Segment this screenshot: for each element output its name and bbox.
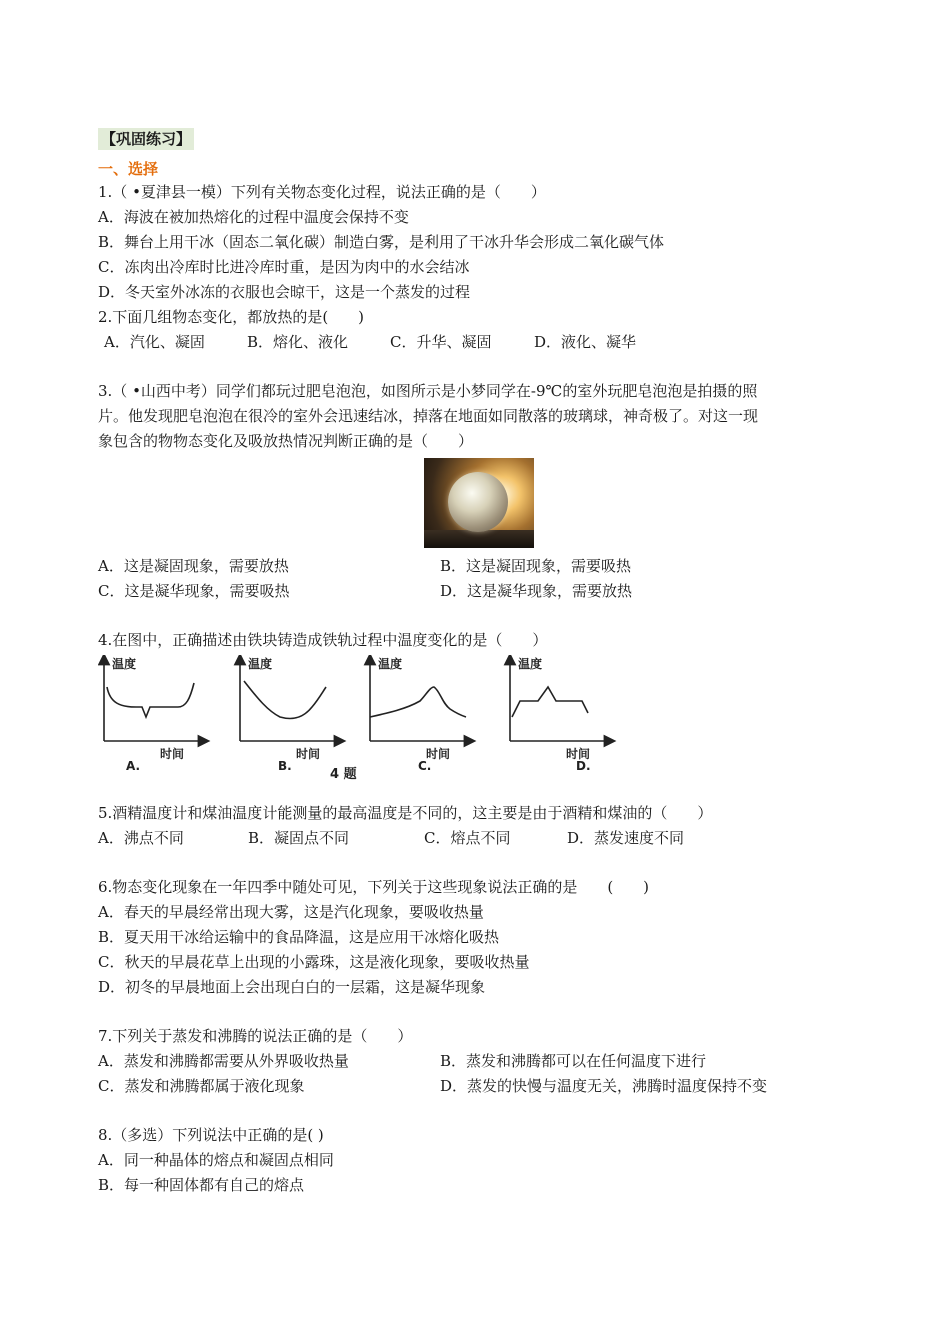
question-1-stem: 1.（ •夏津县一模）下列有关物态变化过程，说法正确的是（ ）	[98, 183, 546, 201]
question-5	[98, 801, 878, 851]
graph-b-curve	[244, 681, 326, 719]
question-2-option-b: B．熔化、液化	[247, 333, 349, 351]
question-5-options	[98, 826, 878, 851]
question-3-option-c: C．这是凝华现象，需要吸热	[98, 582, 290, 600]
graph-c-xlabel: 时间	[426, 747, 451, 761]
question-7	[98, 1024, 878, 1099]
question-7-option-a: A．蒸发和沸腾都需要从外界吸收热量	[98, 1052, 349, 1070]
question-5-option-a: A．沸点不同	[98, 829, 184, 847]
question-7-option-c: C．蒸发和沸腾都属于液化现象	[98, 1077, 305, 1095]
graph-a-curve	[107, 683, 194, 717]
graph-d-label: D.	[576, 759, 591, 773]
question-6-stem: 6.物态变化现象在一年四季中随处可见，下列关于这些现象说法正确的是 ( )	[98, 878, 650, 896]
subsection-title: 一、选择	[98, 160, 159, 178]
graph-d-ylabel: 温度	[518, 657, 543, 671]
graph-a-xlabel: 时间	[160, 747, 185, 761]
question-1-option-b: B．舞台上用干冰（固态二氧化碳）制造白雾，是利用了干冰升华会形成二氧化碳气体	[98, 233, 665, 251]
question-2	[98, 305, 878, 355]
section-title: 【巩固练习】	[98, 128, 194, 150]
question-1-option-d: D．冬天室外冰冻的衣服也会晾干，这是一个蒸发的过程	[98, 283, 471, 301]
question-5-stem: 5.酒精温度计和煤油温度计能测量的最高温度是不同的，这主要是由于酒精和煤油的（ ）	[98, 804, 713, 822]
graph-b-xlabel: 时间	[296, 747, 321, 761]
question-8-option-b: B．每一种固体都有自己的熔点	[98, 1176, 305, 1194]
photo-ground	[424, 530, 534, 548]
question-3	[98, 379, 878, 604]
graph-b-ylabel: 温度	[248, 657, 273, 671]
graph-c-curve	[370, 687, 466, 717]
question-2-options	[98, 330, 878, 355]
question-7-option-b: B．蒸发和沸腾都可以在任何温度下进行	[440, 1052, 707, 1070]
question-3-stem-line-2: 片。他发现肥皂泡泡在很冷的室外会迅速结冰，掉落在地面如同散落的玻璃球，神奇极了。对这一现	[98, 407, 759, 425]
question-6	[98, 875, 878, 1000]
question-4-stem: 4.在图中，正确描述由铁块铸造成铁轨过程中温度变化的是（ ）	[98, 631, 548, 649]
question-3-figure	[80, 454, 878, 554]
question-6-option-c: C．秋天的早晨花草上出现的小露珠，这是液化现象，要吸收热量	[98, 953, 530, 971]
graph-d-curve	[512, 687, 588, 717]
question-3-option-a: A．这是凝固现象，需要放热	[98, 557, 289, 575]
question-7-options-row-1	[98, 1049, 878, 1074]
graph-a-ylabel: 温度	[112, 657, 137, 671]
frozen-bubble-photo	[424, 458, 534, 548]
graph-d-xlabel: 时间	[566, 747, 591, 761]
question-2-stem: 2.下面几组物态变化，都放热的是( )	[98, 308, 365, 326]
question-3-option-d: D．这是凝华现象，需要放热	[440, 582, 633, 600]
graph-caption: 4 题	[330, 767, 357, 782]
question-6-option-a: A．春天的早晨经常出现大雾，这是汽化现象，要吸收热量	[98, 903, 484, 921]
question-2-option-c: C．升华、凝固	[390, 333, 492, 351]
question-3-option-b: B．这是凝固现象，需要吸热	[440, 557, 632, 575]
question-2-option-a: A．汽化、凝固	[104, 333, 205, 351]
question-3-stem-line-3: 象包含的物物态变化及吸放热情况判断正确的是（ ）	[98, 432, 474, 450]
question-1-option-a: A．海波在被加热熔化的过程中温度会保持不变	[98, 208, 409, 226]
graph-c-ylabel: 温度	[378, 657, 403, 671]
question-8-stem: 8.（多选）下列说法中正确的是( )	[98, 1126, 324, 1144]
question-5-option-b: B．凝固点不同	[248, 829, 350, 847]
question-1	[98, 180, 878, 305]
question-8-option-a: A．同一种晶体的熔点和凝固点相同	[98, 1151, 334, 1169]
graph-a-label: A.	[126, 759, 141, 773]
question-5-option-d: D．蒸发速度不同	[567, 829, 685, 847]
question-4	[98, 628, 878, 782]
frozen-bubble	[448, 472, 508, 532]
graph-b-label: B.	[278, 759, 292, 773]
question-2-option-d: D．液化、凝华	[534, 333, 637, 351]
question-7-options-row-2	[98, 1074, 878, 1099]
question-3-options-row-2	[98, 579, 878, 604]
question-8	[98, 1123, 878, 1198]
question-7-option-d: D．蒸发的快慢与温度无关，沸腾时温度保持不变	[440, 1077, 768, 1095]
question-3-options-row-1	[98, 554, 878, 579]
question-1-option-c: C．冻肉出冷库时比进冷库时重，是因为肉中的水会结冰	[98, 258, 470, 276]
graph-c-label: C.	[418, 759, 432, 773]
question-3-stem-line-1: 3.（ •山西中考）同学们都玩过肥皂泡泡，如图所示是小梦同学在-9℃的室外玩肥皂泡泡是拍摄的照	[98, 382, 758, 400]
question-6-option-d: D．初冬的早晨地面上会出现白白的一层霜，这是凝华现象	[98, 978, 486, 996]
question-5-option-c: C．熔点不同	[424, 829, 511, 847]
worksheet-page	[98, 128, 878, 1198]
question-6-option-b: B．夏天用干冰给运输中的食品降温，这是应用干冰熔化吸热	[98, 928, 500, 946]
question-4-graphs	[98, 655, 618, 782]
question-7-stem: 7.下列关于蒸发和沸腾的说法正确的是（ ）	[98, 1027, 413, 1045]
